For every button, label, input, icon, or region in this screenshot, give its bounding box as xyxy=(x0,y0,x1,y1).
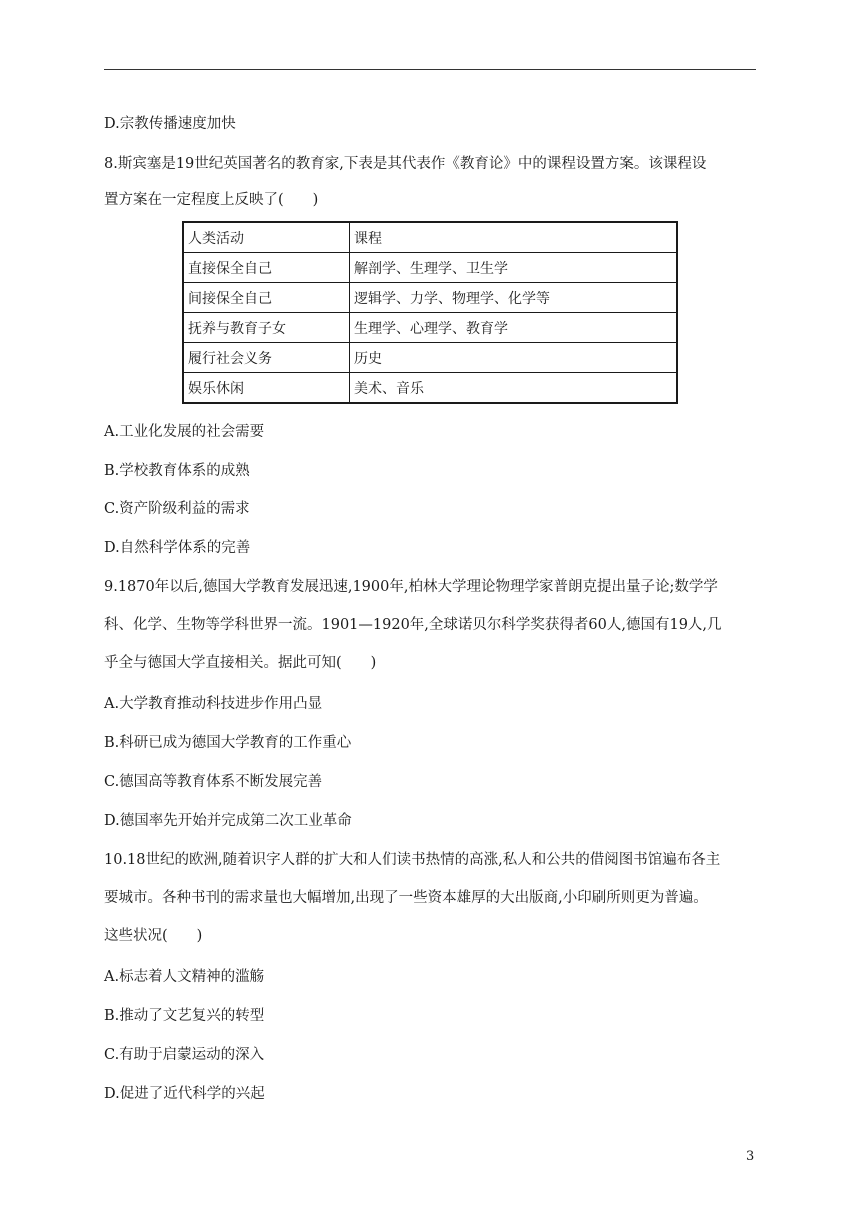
q9-option-c: C.德国高等教育体系不断发展完善 xyxy=(104,774,323,790)
page-number: 3 xyxy=(746,1149,755,1164)
q8-option-c: C.资产阶级利益的需求 xyxy=(104,501,250,517)
q10-stem-line-2: 要城市。各种书刊的需求量也大幅增加,出现了一些资本雄厚的大出版商,小印刷所则更为普遍。 xyxy=(104,890,708,906)
table-row xyxy=(183,313,677,343)
prev-option-d: D.宗教传播速度加快 xyxy=(104,116,236,132)
q10-option-a: A.标志着人文精神的滥觞 xyxy=(104,969,265,985)
course-table xyxy=(182,221,678,404)
q10-option-d: D.促进了近代科学的兴起 xyxy=(104,1086,265,1102)
activity-cell: 直接保全自己 xyxy=(183,253,350,283)
header-cell-course: 课程 xyxy=(350,222,678,253)
q9-option-b: B.科研已成为德国大学教育的工作重心 xyxy=(104,735,352,751)
q8-option-d: D.自然科学体系的完善 xyxy=(104,540,251,556)
course-cell: 逻辑学、力学、物理学、化学等 xyxy=(350,283,678,313)
q9-option-d: D.德国率先开始并完成第二次工业革命 xyxy=(104,813,352,829)
q8-option-b: B.学校教育体系的成熟 xyxy=(104,463,250,479)
q10-stem-line-3: 这些状况( ) xyxy=(104,928,203,944)
activity-cell: 抚养与教育子女 xyxy=(183,313,350,343)
q8-stem-line-2: 置方案在一定程度上反映了( ) xyxy=(104,192,319,208)
q10-option-c: C.有助于启蒙运动的深入 xyxy=(104,1047,265,1063)
header-cell-activity: 人类活动 xyxy=(183,222,350,253)
activity-cell: 娱乐休闲 xyxy=(183,373,350,404)
course-cell: 生理学、心理学、教育学 xyxy=(350,313,678,343)
table-row xyxy=(183,343,677,373)
q9-stem-line-2: 科、化学、生物等学科世界一流。1901—1920年,全球诺贝尔科学奖获得者60人,德国有19人,几 xyxy=(104,617,722,633)
course-cell: 美术、音乐 xyxy=(350,373,678,404)
course-cell: 解剖学、生理学、卫生学 xyxy=(350,253,678,283)
table-row xyxy=(183,283,677,313)
table-header-row xyxy=(183,222,677,253)
q8-stem-line-1: 8.斯宾塞是19世纪英国著名的教育家,下表是其代表作《教育论》中的课程设置方案。该课程设 xyxy=(104,156,707,172)
header-rule xyxy=(104,69,756,70)
q8-option-a: A.工业化发展的社会需要 xyxy=(104,424,265,440)
q9-option-a: A.大学教育推动科技进步作用凸显 xyxy=(104,696,323,712)
activity-cell: 间接保全自己 xyxy=(183,283,350,313)
q10-stem-line-1: 10.18世纪的欧洲,随着识字人群的扩大和人们读书热情的高涨,私人和公共的借阅图书馆遍布各主 xyxy=(104,852,721,868)
table-row xyxy=(183,253,677,283)
q9-stem-line-3: 乎全与德国大学直接相关。据此可知( ) xyxy=(104,655,377,671)
course-cell: 历史 xyxy=(350,343,678,373)
q9-stem-line-1: 9.1870年以后,德国大学教育发展迅速,1900年,柏林大学理论物理学家普朗克提出量子论;数学学 xyxy=(104,579,718,595)
q10-option-b: B.推动了文艺复兴的转型 xyxy=(104,1008,265,1024)
table-row xyxy=(183,373,677,404)
activity-cell: 履行社会义务 xyxy=(183,343,350,373)
